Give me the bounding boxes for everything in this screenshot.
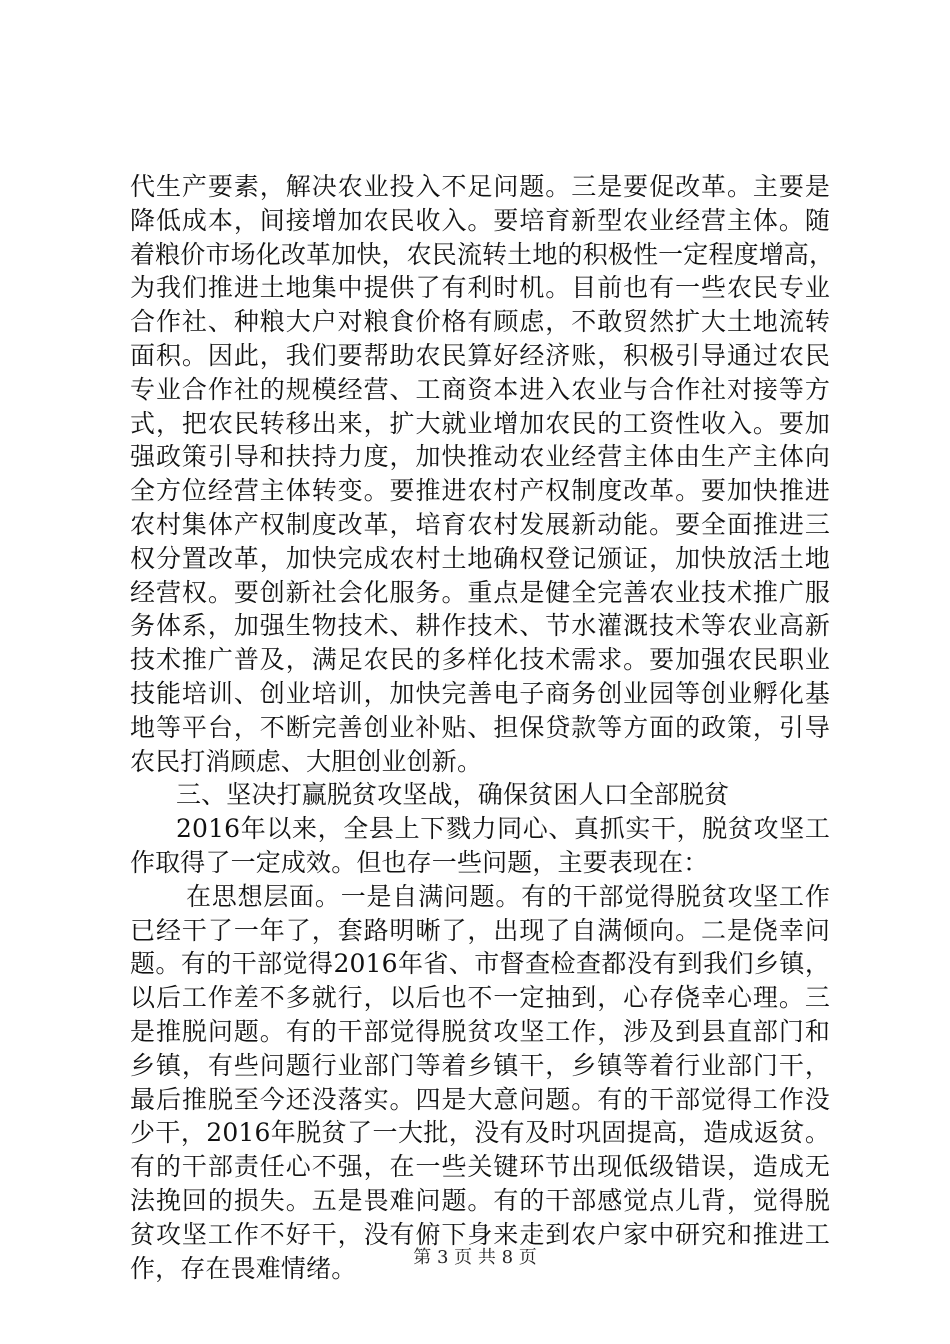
text-line: 贫攻坚工作不好干，没有俯下身来走到农户家中研究和推进工: [130, 1219, 830, 1249]
text-line: 最后推脱至今还没落实。四是大意问题。有的干部觉得工作没: [130, 1084, 830, 1114]
page-number-footer: 第 3 页 共 8 页: [413, 1247, 537, 1268]
text-line: 以后工作差不多就行，以后也不一定抽到，心存侥幸心理。三: [130, 983, 830, 1013]
text-line: 强政策引导和扶持力度，加快推动农业经营主体由生产主体向: [130, 442, 830, 472]
text-line: 经营权。要创新社会化服务。重点是健全完善农业技术推广服: [130, 577, 830, 607]
text-line: 少干，2016年脱贫了一大批，没有及时巩固提高，造成返贫。: [130, 1118, 830, 1148]
text-line: 2016年以来，全县上下戮力同心、真抓实干，脱贫攻坚工: [176, 814, 830, 844]
text-line: 代生产要素，解决农业投入不足问题。三是要促改革。主要是: [130, 172, 830, 201]
text-line: 在思想层面。一是自满问题。有的干部觉得脱贫攻坚工作: [186, 881, 830, 911]
text-line: 技能培训、创业培训，加快完善电子商务创业园等创业孵化基: [130, 678, 830, 708]
text-line: 作，存在畏难情绪。: [130, 1253, 357, 1283]
text-line: 务体系，加强生物技术、耕作技术、节水灌溉技术等农业高新: [130, 611, 830, 641]
document-body: [130, 170, 835, 1285]
text-line: 式，把农民转移出来，扩大就业增加农民的工资性收入。要加: [130, 408, 830, 438]
text-line: 合作社、种粮大户对粮食价格有顾虑，不敢贸然扩大土地流转: [130, 307, 830, 337]
section-heading: 三、坚决打赢脱贫攻坚战，确保贫困人口全部脱贫: [176, 780, 730, 810]
text-line: 地等平台，不断完善创业补贴、担保贷款等方面的政策，引导: [130, 712, 830, 742]
text-line: 技术推广普及，满足农民的多样化技术需求。要加强农民职业: [130, 645, 830, 675]
text-line: 专业合作社的规模经营、工商资本进入农业与合作社对接等方: [130, 374, 830, 404]
text-line: 已经干了一年了，套路明晰了，出现了自满倾向。二是侥幸问: [130, 915, 830, 945]
text-line: 农村集体产权制度改革，培育农村发展新动能。要全面推进三: [130, 509, 830, 539]
text-line: 降低成本，间接增加农民收入。要培育新型农业经营主体。随: [130, 205, 830, 235]
text-line: 乡镇，有些问题行业部门等着乡镇干，乡镇等着行业部门干，: [130, 1050, 830, 1080]
text-line: 有的干部责任心不强，在一些关键环节出现低级错误，造成无: [130, 1152, 830, 1182]
text-line: 农民打消顾虑、大胆创业创新。: [130, 746, 483, 776]
text-line: 题。有的干部觉得2016年省、市督查检查都没有到我们乡镇，: [130, 949, 830, 979]
text-line: 全方位经营主体转变。要推进农村产权制度改革。要加快推进: [130, 476, 830, 506]
text-line: 为我们推进土地集中提供了有利时机。目前也有一些农民专业: [130, 273, 830, 303]
text-line: 面积。因此，我们要帮助农民算好经济账，积极引导通过农民: [130, 340, 830, 370]
text-line: 法挽回的损失。五是畏难问题。有的干部感觉点儿背，觉得脱: [130, 1185, 830, 1215]
text-line: 作取得了一定成效。但也存一些问题，主要表现在：: [130, 847, 709, 877]
text-line: 是推脱问题。有的干部觉得脱贫攻坚工作，涉及到县直部门和: [130, 1016, 830, 1046]
text-line: 着粮价市场化改革加快，农民流转土地的积极性一定程度增高，: [130, 239, 835, 269]
text-line: 权分置改革，加快完成农村土地确权登记颁证，加快放活土地: [130, 543, 830, 573]
